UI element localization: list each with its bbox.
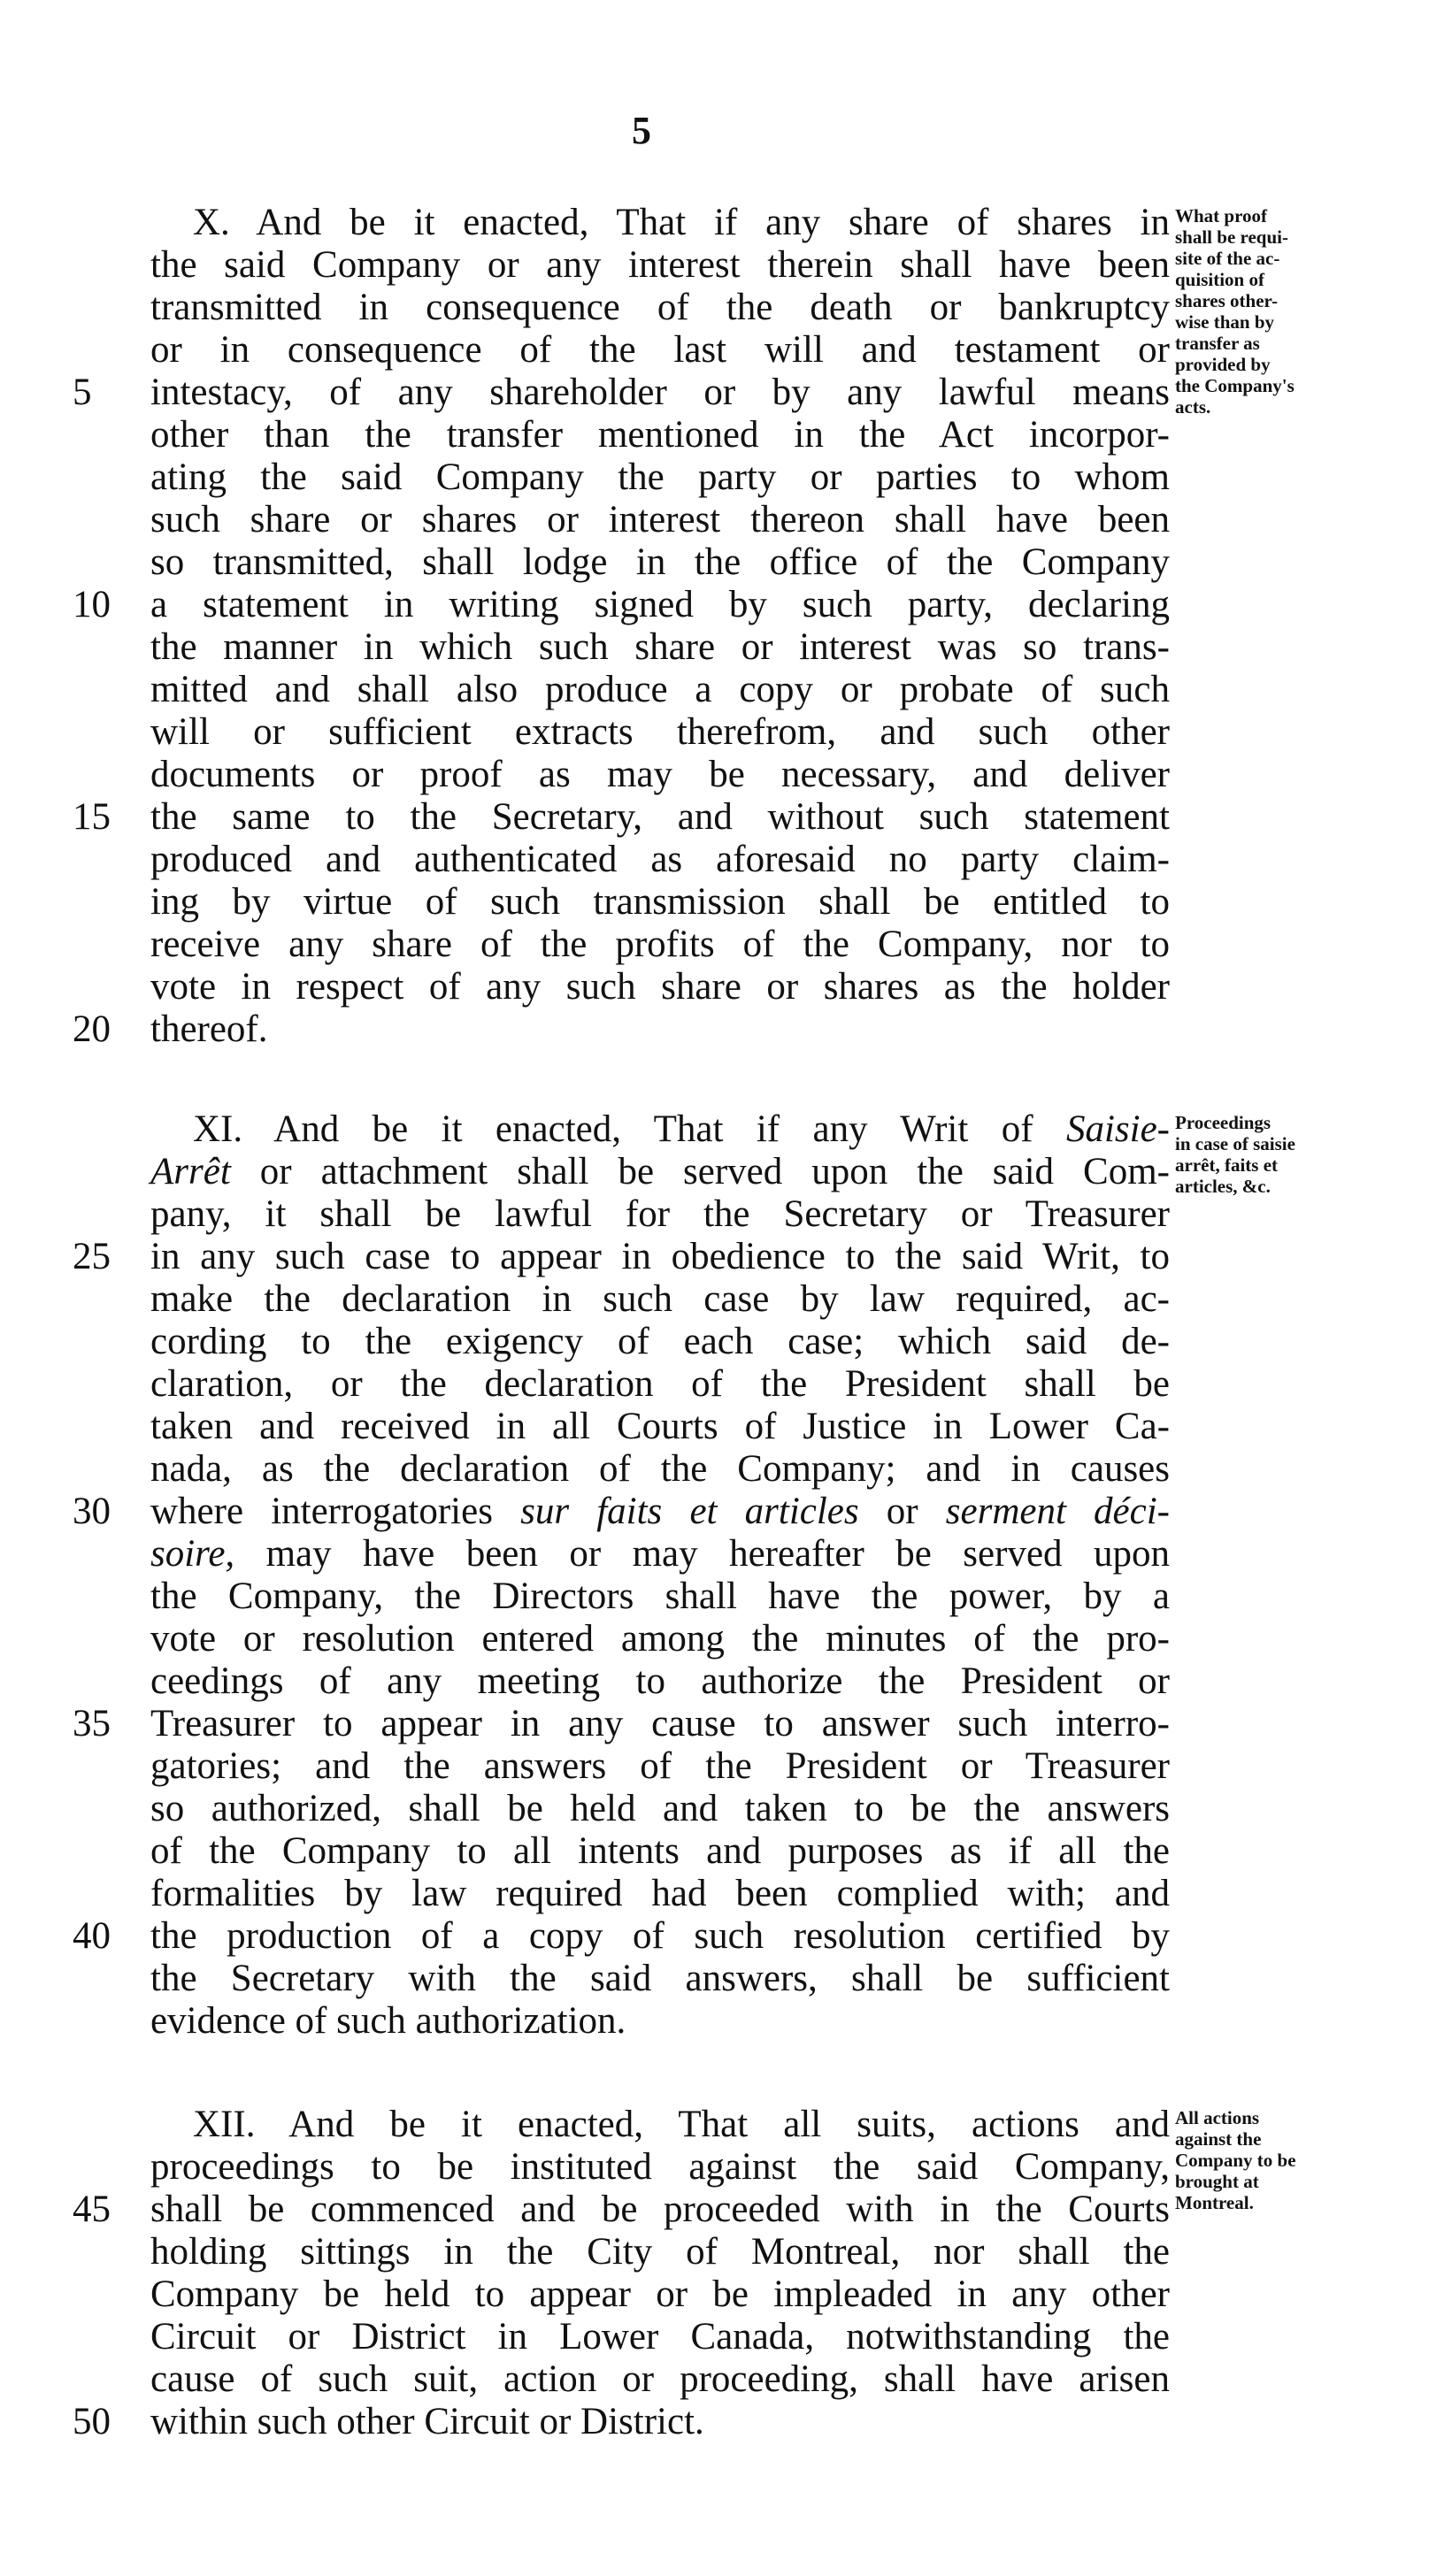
margin-note — [1175, 1112, 1440, 1197]
margin-note-line: transfer as — [1175, 333, 1260, 354]
margin-note-line: Company to be — [1175, 2150, 1296, 2171]
text-line: documents or proof as may be necessary, and deliver — [150, 754, 1170, 795]
margin-note-line: arrêt, faits et — [1175, 1154, 1279, 1176]
text-line: Circuit or District in Lower Canada, notwithstanding the — [150, 2316, 1170, 2358]
text-line: thereof. — [150, 1008, 268, 1050]
margin-note-line: against the — [1175, 2128, 1262, 2150]
text-line: the said Company or any interest therein shall have been — [150, 244, 1170, 286]
margin-note-line: What proof — [1175, 205, 1268, 226]
text-line: claration, or the declaration of the President shall be — [150, 1363, 1170, 1405]
text-line: Company be held to appear or be impleaded in any other — [150, 2273, 1170, 2315]
text-line: XII. And be it enacted, That all suits, actions and — [193, 2104, 1170, 2145]
margin-note-line: shall be requi- — [1175, 226, 1288, 248]
text-line: evidence of such authorization. — [150, 2000, 626, 2042]
text-line: the manner in which such share or interest was so trans- — [150, 626, 1170, 668]
margin-note-line: acts. — [1175, 396, 1211, 418]
text-line: the same to the Secretary, and without such statement — [150, 796, 1170, 838]
text-line: where interrogatories sur faits et articles or serment déci- — [150, 1491, 1170, 1532]
text-line: such share or shares or interest thereon shall have been — [150, 499, 1170, 540]
text-line: of the Company to all intents and purposes as if all the — [150, 1830, 1170, 1872]
margin-note-line: quisition of — [1175, 269, 1264, 290]
text-line: vote in respect of any such share or shares as the holder — [150, 966, 1170, 1008]
text-line: nada, as the declaration of the Company; and in causes — [150, 1448, 1170, 1490]
page-number: 5 — [632, 109, 651, 152]
margin-note-line: Proceedings — [1175, 1112, 1271, 1133]
margin-note-line: provided by — [1175, 354, 1271, 375]
text-line: Arrêt or attachment shall be served upon the said Com- — [150, 1151, 1170, 1192]
text-line: the production of a copy of such resolution certified by — [150, 1915, 1170, 1957]
text-line: so authorized, shall be held and taken to be the answers — [150, 1788, 1170, 1829]
text-line: vote or resolution entered among the minutes of the pro- — [150, 1618, 1170, 1660]
text-line: receive any share of the profits of the Company, nor to — [150, 924, 1170, 965]
line-number: 15 — [73, 796, 111, 838]
line-number: 45 — [73, 2189, 111, 2230]
line-number: 20 — [73, 1008, 111, 1050]
margin-note-line: site of the ac- — [1175, 248, 1280, 269]
text-line: Treasurer to appear in any cause to answer such interro- — [150, 1703, 1170, 1744]
margin-note-line: articles, &c. — [1175, 1176, 1271, 1197]
text-line: mitted and shall also produce a copy or probate of such — [150, 669, 1170, 710]
text-line: XI. And be it enacted, That if any Writ of Saisie- — [193, 1108, 1170, 1150]
text-line: will or sufficient extracts therefrom, and such other — [150, 711, 1170, 753]
text-line: ing by virtue of such transmission shall be entitled to — [150, 881, 1170, 923]
text-line: other than the transfer mentioned in the Act incorpor- — [150, 414, 1170, 456]
text-line: soire, may have been or may hereafter be served upon — [150, 1533, 1170, 1575]
margin-note-line: wise than by — [1175, 311, 1275, 333]
margin-note — [1175, 205, 1440, 418]
text-line: the Secretary with the said answers, shall be sufficient — [150, 1958, 1170, 1999]
text-line: proceedings to be instituted against the said Company, — [150, 2146, 1170, 2188]
line-number: 25 — [73, 1236, 111, 1277]
text-line: cording to the exigency of each case; which said de- — [150, 1321, 1170, 1362]
text-line: taken and received in all Courts of Justice in Lower Ca- — [150, 1406, 1170, 1447]
text-line: pany, it shall be lawful for the Secretary or Treasurer — [150, 1193, 1170, 1235]
text-line: the Company, the Directors shall have the power, by a — [150, 1576, 1170, 1617]
text-line: make the declaration in such case by law required, ac- — [150, 1278, 1170, 1320]
text-line: formalities by law required had been complied with; and — [150, 1873, 1170, 1914]
text-line: a statement in writing signed by such party, declaring — [150, 584, 1170, 625]
margin-note-line: the Company's — [1175, 375, 1295, 396]
line-number: 50 — [73, 2401, 111, 2442]
line-number: 5 — [73, 372, 92, 413]
text-line: intestacy, of any shareholder or by any lawful means — [150, 372, 1170, 413]
text-line: so transmitted, shall lodge in the office of the Company — [150, 541, 1170, 583]
line-number: 30 — [73, 1491, 111, 1532]
margin-note-line: All actions — [1175, 2107, 1260, 2128]
margin-note-line: shares other- — [1175, 290, 1279, 311]
text-line: shall be commenced and be proceeded with in the Courts — [150, 2189, 1170, 2230]
text-line: cause of such suit, action or proceeding, shall have arisen — [150, 2358, 1170, 2400]
text-line: ceedings of any meeting to authorize the President or — [150, 1660, 1170, 1702]
line-number: 35 — [73, 1703, 111, 1744]
margin-note — [1175, 2107, 1440, 2213]
line-number: 10 — [73, 584, 111, 625]
text-line: or in consequence of the last will and testament or — [150, 329, 1170, 371]
text-line: holding sittings in the City of Montreal, nor shall the — [150, 2231, 1170, 2273]
text-line: in any such case to appear in obedience to the said Writ, to — [150, 1236, 1170, 1277]
text-line: transmitted in consequence of the death or bankruptcy — [150, 287, 1170, 328]
margin-note-line: Montreal. — [1175, 2192, 1254, 2213]
text-line: within such other Circuit or District. — [150, 2401, 704, 2442]
text-line: gatories; and the answers of the President or Treasurer — [150, 1745, 1170, 1787]
margin-note-line: in case of saisie — [1175, 1133, 1295, 1154]
line-number: 40 — [73, 1915, 111, 1957]
margin-note-line: brought at — [1175, 2171, 1259, 2192]
text-line: produced and authenticated as aforesaid no party claim- — [150, 839, 1170, 880]
text-line: X. And be it enacted, That if any share of shares in — [193, 202, 1170, 243]
text-line: ating the said Company the party or parties to whom — [150, 456, 1170, 498]
